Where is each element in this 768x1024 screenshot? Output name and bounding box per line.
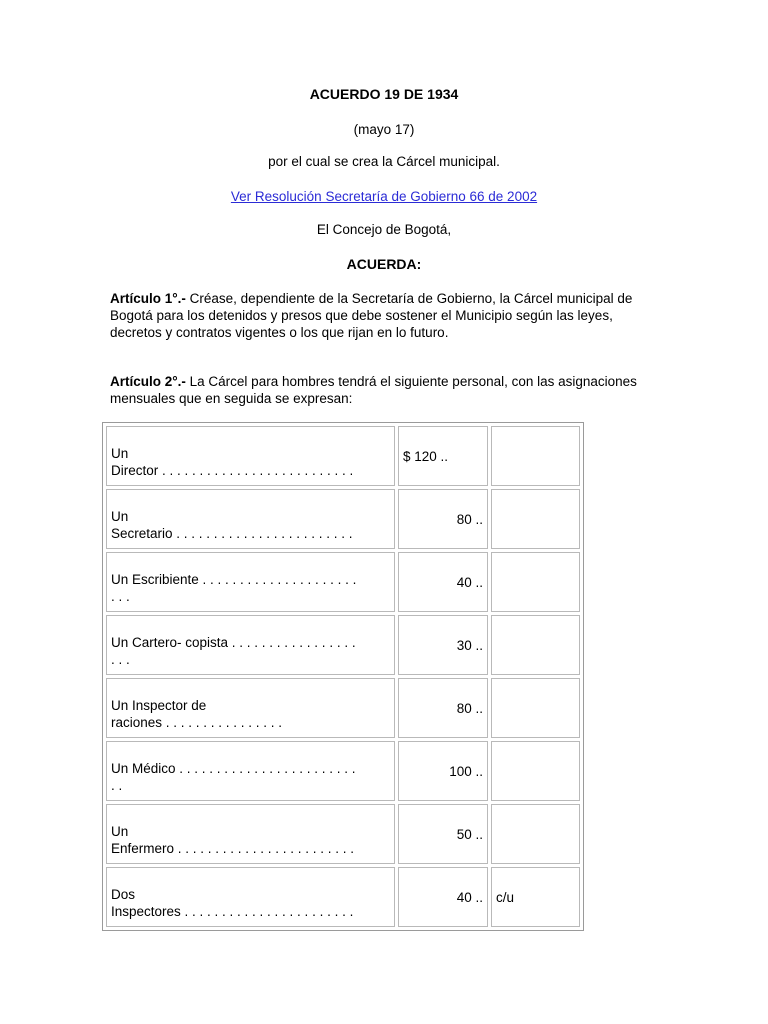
role-line: Un [111,824,129,839]
role-line: Enfermero . . . . . . . . . . . . . . . . . . . . . . . . [111,841,355,856]
article-1-text: Créase, dependiente de la Secretaría de Gobierno, la Cárcel municipal de Bogotá para los detenidos y presos que debe sostener el Municipio según las leyes, decretos y contratos vigentes o los que rijan en lo futuro. [110,291,633,340]
table-row [106,489,580,549]
role-line: Inspectores . . . . . . . . . . . . . . . . . . . . . . . [111,904,354,919]
document-purpose: por el cual se crea la Cárcel municipal. [268,154,500,169]
staff-note [491,741,580,801]
staff-amount: 50 .. [398,804,488,864]
staff-role [106,678,395,738]
staff-note [491,552,580,612]
staff-note [491,615,580,675]
staff-amount: 80 .. [398,489,488,549]
table-row [106,804,580,864]
table-row [106,678,580,738]
staff-salary-table [102,422,584,931]
staff-note [491,426,580,486]
role-line: Un Médico . . . . . . . . . . . . . . . . . . . . . . . . [111,761,356,776]
role-line: raciones . . . . . . . . . . . . . . . . [111,715,283,730]
table-row [106,741,580,801]
staff-role [106,426,395,486]
role-line: Un Cartero- copista . . . . . . . . . . . . . . . . . [111,635,356,650]
council-line: El Concejo de Bogotá, [316,222,452,237]
article-1-label: Artículo 1°.- [110,291,186,306]
article-2-label: Artículo 2°.- [110,374,186,389]
role-line: . . . [111,589,130,604]
resolution-link[interactable]: Ver Resolución Secretaría de Gobierno 66 de 2002 [230,189,538,204]
table-row [106,615,580,675]
table-row [106,552,580,612]
resolution-link-container [0,188,768,205]
role-line: Un [111,509,129,524]
role-line: Un Escribiente . . . . . . . . . . . . . . . . . . . . . [111,572,357,587]
acuerda-heading: ACUERDA: [346,256,422,272]
staff-role [106,552,395,612]
table-row [106,426,580,486]
document-title: ACUERDO 19 DE 1934 [309,86,459,102]
staff-amount: $ 120 .. [398,426,488,486]
role-line: Un [111,446,129,461]
role-line: Director . . . . . . . . . . . . . . . . . . . . . . . . . . [111,463,354,478]
role-line: . . . [111,652,130,667]
staff-note [491,804,580,864]
article-1 [110,290,650,341]
role-line: Secretario . . . . . . . . . . . . . . . . . . . . . . . . [111,526,353,541]
staff-role [106,615,395,675]
article-2-text: La Cárcel para hombres tendrá el siguiente personal, con las asignaciones mensuales que en seguida se expresan: [110,374,637,406]
role-line: Dos [111,887,136,902]
staff-note [491,678,580,738]
staff-amount: 100 .. [398,741,488,801]
staff-amount: 40 .. [398,867,488,927]
staff-role [106,489,395,549]
staff-note: c/u [491,867,580,927]
staff-note [491,489,580,549]
document-date: (mayo 17) [353,122,415,137]
staff-amount: 40 .. [398,552,488,612]
staff-amount: 80 .. [398,678,488,738]
role-line: Un Inspector de [111,698,207,713]
article-2 [110,373,650,407]
staff-role [106,867,395,927]
table-row [106,867,580,927]
staff-role [106,804,395,864]
staff-amount: 30 .. [398,615,488,675]
staff-role [106,741,395,801]
role-line: . . [111,778,123,793]
